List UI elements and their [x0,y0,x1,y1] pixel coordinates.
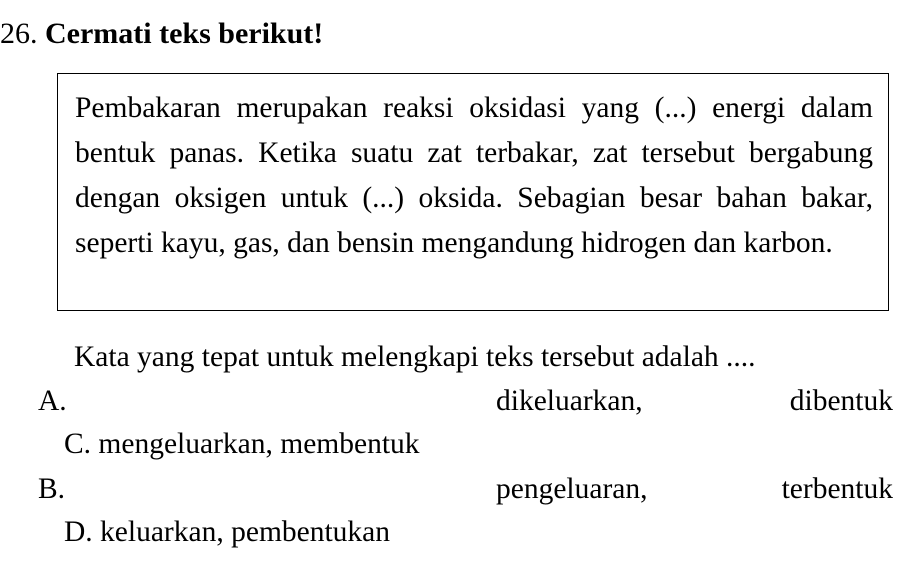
option-b-letter: B. [38,473,66,505]
question-header [0,14,323,54]
option-b-word1: pengeluaran, [496,473,648,505]
passage-text: Pembakaran merupakan reaksi oksidasi yang (...) energi dalam bentuk panas. Ketika suatu zat terbakar, zat tersebut bergabung dengan oksigen untuk (...) oksida. Sebagian besar bahan bakar, seperti kayu, gas, dan bensin mengandung hidrogen dan karbon. [75,92,873,259]
option-b-word2: terbentuk [781,473,893,505]
option-a-letter: A. [38,385,67,417]
option-d[interactable] [38,512,893,552]
option-a[interactable] [38,381,893,421]
option-b[interactable] [38,469,893,509]
passage-box [57,73,889,311]
option-c[interactable] [38,424,893,464]
question-prompt: Kata yang tepat untuk melengkapi teks tersebut adalah .... [74,341,756,373]
option-c-text: C. mengeluarkan, membentuk [64,428,420,460]
option-d-text: D. keluarkan, pembentukan [64,516,391,548]
option-a-word1: dikeluarkan, [496,385,643,417]
question-number: 26. [0,17,38,50]
question-title: Cermati teks berikut! [45,17,324,50]
option-a-word2: dibentuk [789,385,893,417]
